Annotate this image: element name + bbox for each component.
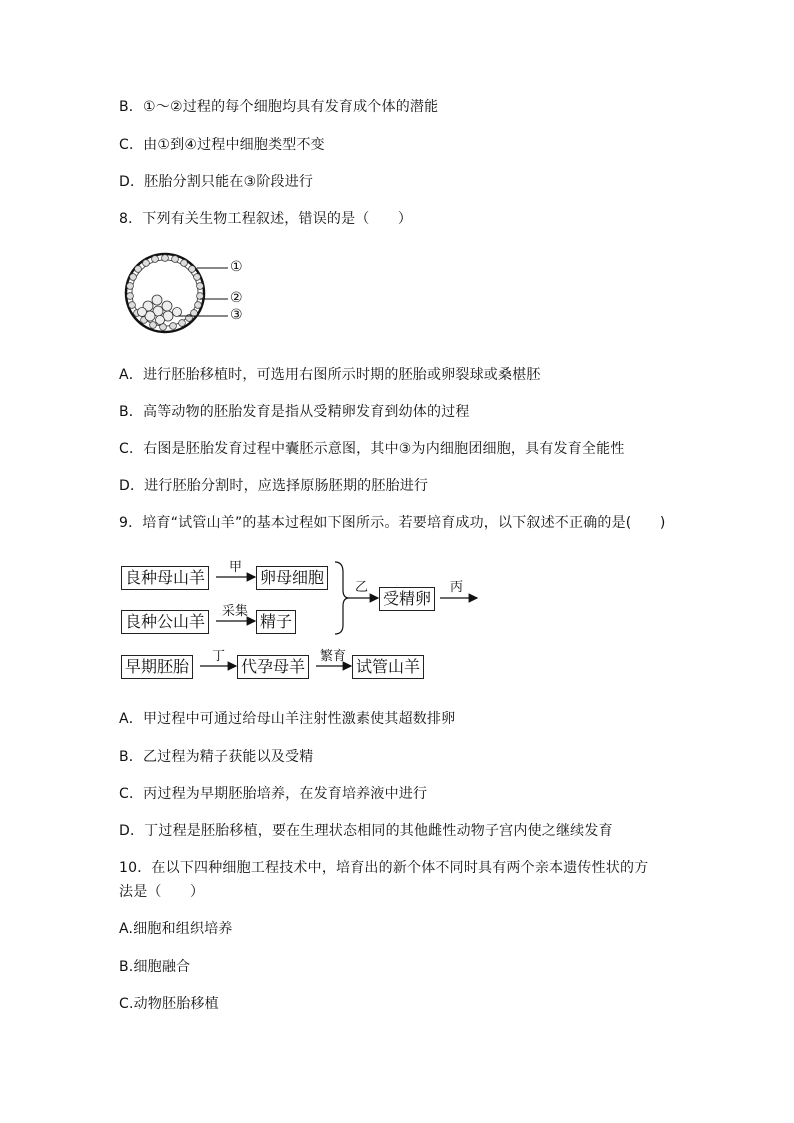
q10-option-c: C.动物胚胎移植 (119, 996, 219, 1012)
q10-stem-line2: 法是（ ） (119, 884, 205, 900)
step-ding-label: 丁 (212, 649, 226, 664)
q9-stem: 9．培育“试管山羊”的基本过程如下图所示。若要培育成功，以下叙述不正确的是( ) (119, 515, 666, 531)
q8-option-d: D．进行胚胎分割时，应选择原肠胚期的胚胎进行 (119, 478, 429, 494)
q9-option-a: A．甲过程中可通过给母山羊注射性激素使其超数排卵 (119, 711, 456, 727)
step-fanyu-label: 繁育 (320, 649, 347, 664)
box-early-embryo: 早期胚胎 (121, 655, 193, 679)
figure-label-2: ② (230, 290, 243, 306)
box-female-goat: 良种母山羊 (121, 566, 209, 590)
step-bing-label: 丙 (450, 580, 464, 595)
q10-option-a: A.细胞和组织培养 (119, 921, 233, 937)
q9-option-c: C．丙过程为早期胚胎培养，在发育培养液中进行 (119, 786, 428, 802)
q9-option-b: B．乙过程为精子获能以及受精 (119, 749, 314, 765)
q8-stem: 8．下列有关生物工程叙述，错误的是（ ） (119, 211, 413, 227)
box-oocyte: 卵母细胞 (256, 566, 328, 590)
q7-option-b: B．①～②过程的每个细胞均具有发育成个体的潜能 (119, 99, 439, 115)
q10-stem-line1: 10．在以下四种细胞工程技术中，培育出的新个体不同时具有两个亲本遗传性状的方 (119, 860, 649, 876)
step-caiji-label: 采集 (222, 604, 249, 619)
step-yi-label: 乙 (355, 580, 369, 595)
step-jia-label: 甲 (229, 560, 243, 575)
q8-option-c: C．右图是胚胎发育过程中囊胚示意图，其中③为内细胞团细胞，具有发育全能性 (119, 441, 625, 457)
box-test-tube-goat: 试管山羊 (352, 655, 424, 679)
q10-option-b: B.细胞融合 (119, 959, 191, 975)
q7-option-c: C．由①到④过程中细胞类型不变 (119, 137, 325, 153)
q8-option-a: A．进行胚胎移植时，可选用右图所示时期的胚胎或卵裂球或桑椹胚 (119, 367, 541, 383)
box-surrogate: 代孕母羊 (237, 655, 309, 679)
figure-label-3: ③ (230, 307, 243, 323)
figure-label-1: ① (230, 259, 243, 275)
q8-option-b: B．高等动物的胚胎发育是指从受精卵发育到幼体的过程 (119, 404, 470, 420)
q7-option-d: D．胚胎分割只能在③阶段进行 (119, 174, 314, 190)
q9-option-d: D．丁过程是胚胎移植，要在生理状态相同的其他雌性动物子宫内使之继续发育 (119, 823, 613, 839)
box-male-goat: 良种公山羊 (121, 610, 209, 634)
box-sperm: 精子 (256, 610, 296, 634)
box-zygote: 受精卵 (379, 587, 435, 611)
